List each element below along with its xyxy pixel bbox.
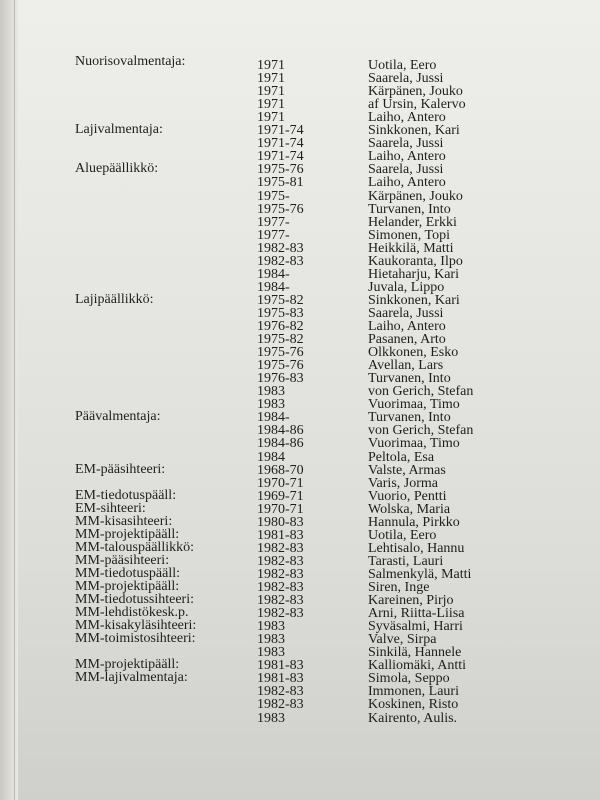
person-name: Arni, Riitta-Liisa [368, 606, 465, 622]
person-name: Laiho, Antero [368, 319, 446, 334]
list-item [0, 372, 600, 386]
years-value: 1981-83 [257, 658, 304, 674]
person-name: Laiho, Antero [368, 149, 446, 165]
person-name: af Ursin, Kalervo [368, 97, 466, 113]
person-name: Laiho, Antero [368, 175, 446, 191]
list-item [0, 712, 600, 726]
list-item [0, 268, 600, 282]
years-value: 1975-82 [257, 332, 304, 348]
person-name: Saarela, Jussi [368, 305, 444, 321]
person-name: Varis, Jorma [368, 475, 438, 491]
person-name: Kareinen, Pirjo [368, 593, 454, 609]
years-value: 1975- [257, 188, 290, 204]
years-value: 1971-74 [257, 136, 304, 152]
years-value: 1975-82 [257, 292, 304, 308]
role-label: MM-pääsihteeri: [75, 552, 170, 568]
person-name: Wolska, Maria [368, 501, 451, 517]
person-name: Valste, Armas [368, 462, 446, 478]
role-label: MM-tiedotussihteeri: [75, 592, 194, 608]
person-name: Simola, Seppo [368, 671, 450, 687]
years-value: 1971 [257, 84, 285, 100]
person-name: Laiho, Antero [368, 110, 446, 126]
person-name: Kalliomäki, Antti [368, 658, 466, 674]
role-label: MM-projektipääll: [75, 526, 180, 542]
years-value: 1971-74 [257, 149, 304, 165]
person-name: Saarela, Jussi [368, 71, 444, 87]
person-name: von Gerich, Stefan [368, 384, 474, 400]
role-label: MM-toimistosihteeri: [75, 631, 196, 647]
years-value: 1982-83 [257, 697, 304, 713]
person-name: Kärpänen, Jouko [368, 188, 463, 204]
person-name: Hietaharju, Kari [368, 266, 459, 282]
list-item [0, 633, 600, 647]
role-label: MM-tiedotuspääll: [75, 565, 180, 581]
years-value: 1976-82 [257, 319, 304, 334]
years-value: 1971 [257, 71, 285, 87]
years-value: 1976-83 [257, 371, 304, 387]
list-item [0, 85, 600, 99]
person-name: Lehtisalo, Hannu [368, 540, 465, 556]
years-value: 1982-83 [257, 606, 304, 622]
years-value: 1984 [257, 449, 285, 465]
person-name: Vuorimaa, Timo [368, 436, 460, 452]
role-label: MM-kisakyläsihteeri: [75, 618, 197, 634]
years-value: 1975-76 [257, 201, 304, 217]
role-label: MM-projektipääll: [75, 657, 180, 673]
person-name: Uotila, Eero [368, 58, 437, 73]
person-name: Syväsalmi, Harri [368, 619, 463, 635]
years-value: 1983 [257, 710, 285, 726]
list-item [0, 72, 600, 86]
years-value: 1971-74 [257, 123, 304, 139]
years-value: 1983 [257, 384, 285, 400]
person-name: Simonen, Topi [368, 227, 450, 243]
person-name: Kaukoranta, Ilpo [368, 253, 463, 269]
years-value: 1982-83 [257, 553, 304, 569]
person-name: Uotila, Eero [368, 527, 437, 543]
role-label: EM-pääsihteeri: [75, 461, 166, 477]
years-value: 1982-83 [257, 580, 304, 595]
years-value: 1975-76 [257, 358, 304, 374]
person-name: Vuorio, Pentti [368, 488, 447, 504]
years-value: 1975-83 [257, 305, 304, 321]
person-name: Tarasti, Lauri [368, 553, 444, 569]
person-name: Hannula, Pirkko [368, 514, 460, 530]
years-value: 1982-83 [257, 540, 304, 556]
years-value: 1982-83 [257, 566, 304, 582]
role-label: Lajipäällikkö: [75, 291, 154, 307]
years-value: 1970-71 [257, 475, 304, 491]
role-label: Aluepäällikkö: [75, 161, 159, 177]
person-name: Valve, Sirpa [368, 632, 437, 648]
role-label: Lajivalmentaja: [75, 122, 163, 138]
role-label: MM-kisasihteeri: [75, 513, 173, 529]
years-value: 1984- [257, 279, 290, 295]
role-label: MM-lehdistökesk.p. [75, 605, 189, 621]
person-name: Sinkilä, Hannele [368, 645, 462, 661]
years-value: 1975-81 [257, 175, 304, 191]
person-name: Turvanen, Into [368, 201, 451, 217]
years-value: 1968-70 [257, 462, 304, 478]
years-value: 1983 [257, 632, 285, 648]
person-name: Sinkkonen, Kari [368, 123, 460, 139]
role-label: MM-talouspäällikkö: [75, 539, 194, 555]
person-name: Turvanen, Into [368, 410, 451, 426]
years-value: 1982-83 [257, 253, 304, 269]
years-value: 1982-83 [257, 684, 304, 700]
years-value: 1971 [257, 58, 285, 73]
years-value: 1984-86 [257, 436, 304, 452]
person-name: Salmenkylä, Matti [368, 566, 472, 582]
person-name: Heikkilä, Matti [368, 240, 454, 256]
list-item [0, 698, 600, 712]
years-value: 1982-83 [257, 240, 304, 256]
years-value: 1977- [257, 214, 290, 230]
list-item [0, 385, 600, 399]
list-item [0, 203, 600, 217]
years-value: 1971 [257, 97, 285, 113]
role-label: EM-tiedotuspääll: [75, 487, 177, 503]
years-value: 1983 [257, 619, 285, 635]
role-label: Nuorisovalmentaja: [75, 54, 186, 69]
person-name: Helander, Erkki [368, 214, 457, 230]
person-name: Immonen, Lauri [368, 684, 459, 700]
years-value: 1981-83 [257, 527, 304, 543]
list-item [0, 176, 600, 190]
person-name: Peltola, Esa [368, 449, 435, 465]
list-item [0, 54, 600, 73]
role-label: MM-lajivalmentaja: [75, 670, 188, 686]
years-value: 1970-71 [257, 501, 304, 517]
person-name: Saarela, Jussi [368, 136, 444, 152]
person-name: Kärpänen, Jouko [368, 84, 463, 100]
role-label: EM-sihteeri: [75, 500, 146, 516]
years-value: 1975-76 [257, 162, 304, 178]
person-name: Olkkonen, Esko [368, 345, 459, 361]
years-value: 1975-76 [257, 345, 304, 361]
years-value: 1983 [257, 397, 285, 413]
list-item [0, 437, 600, 451]
years-value: 1984- [257, 410, 290, 426]
person-name: Avellan, Lars [368, 358, 444, 374]
person-name: Kairento, Aulis. [368, 710, 458, 726]
person-name: von Gerich, Stefan [368, 423, 474, 439]
years-value: 1982-83 [257, 593, 304, 609]
years-value: 1969-71 [257, 488, 304, 504]
list-item [0, 255, 600, 269]
years-value: 1971 [257, 110, 285, 126]
person-name: Koskinen, Risto [368, 697, 459, 713]
person-name: Juvala, Lippo [368, 279, 445, 295]
person-name: Saarela, Jussi [368, 162, 444, 178]
person-name: Sinkkonen, Kari [368, 292, 460, 308]
list-item [0, 98, 600, 112]
years-value: 1984- [257, 266, 290, 282]
years-value: 1977- [257, 227, 290, 243]
years-value: 1983 [257, 645, 285, 661]
years-value: 1981-83 [257, 671, 304, 687]
list-item [0, 216, 600, 230]
person-name: Siren, Inge [368, 580, 430, 595]
role-label: MM-projektipääll: [75, 579, 180, 594]
role-label: Päävalmentaja: [75, 409, 161, 425]
person-name: Vuorimaa, Timo [368, 397, 460, 413]
person-name: Turvanen, Into [368, 371, 451, 387]
person-name: Pasanen, Arto [368, 332, 446, 348]
years-value: 1980-83 [257, 514, 304, 530]
years-value: 1984-86 [257, 423, 304, 439]
